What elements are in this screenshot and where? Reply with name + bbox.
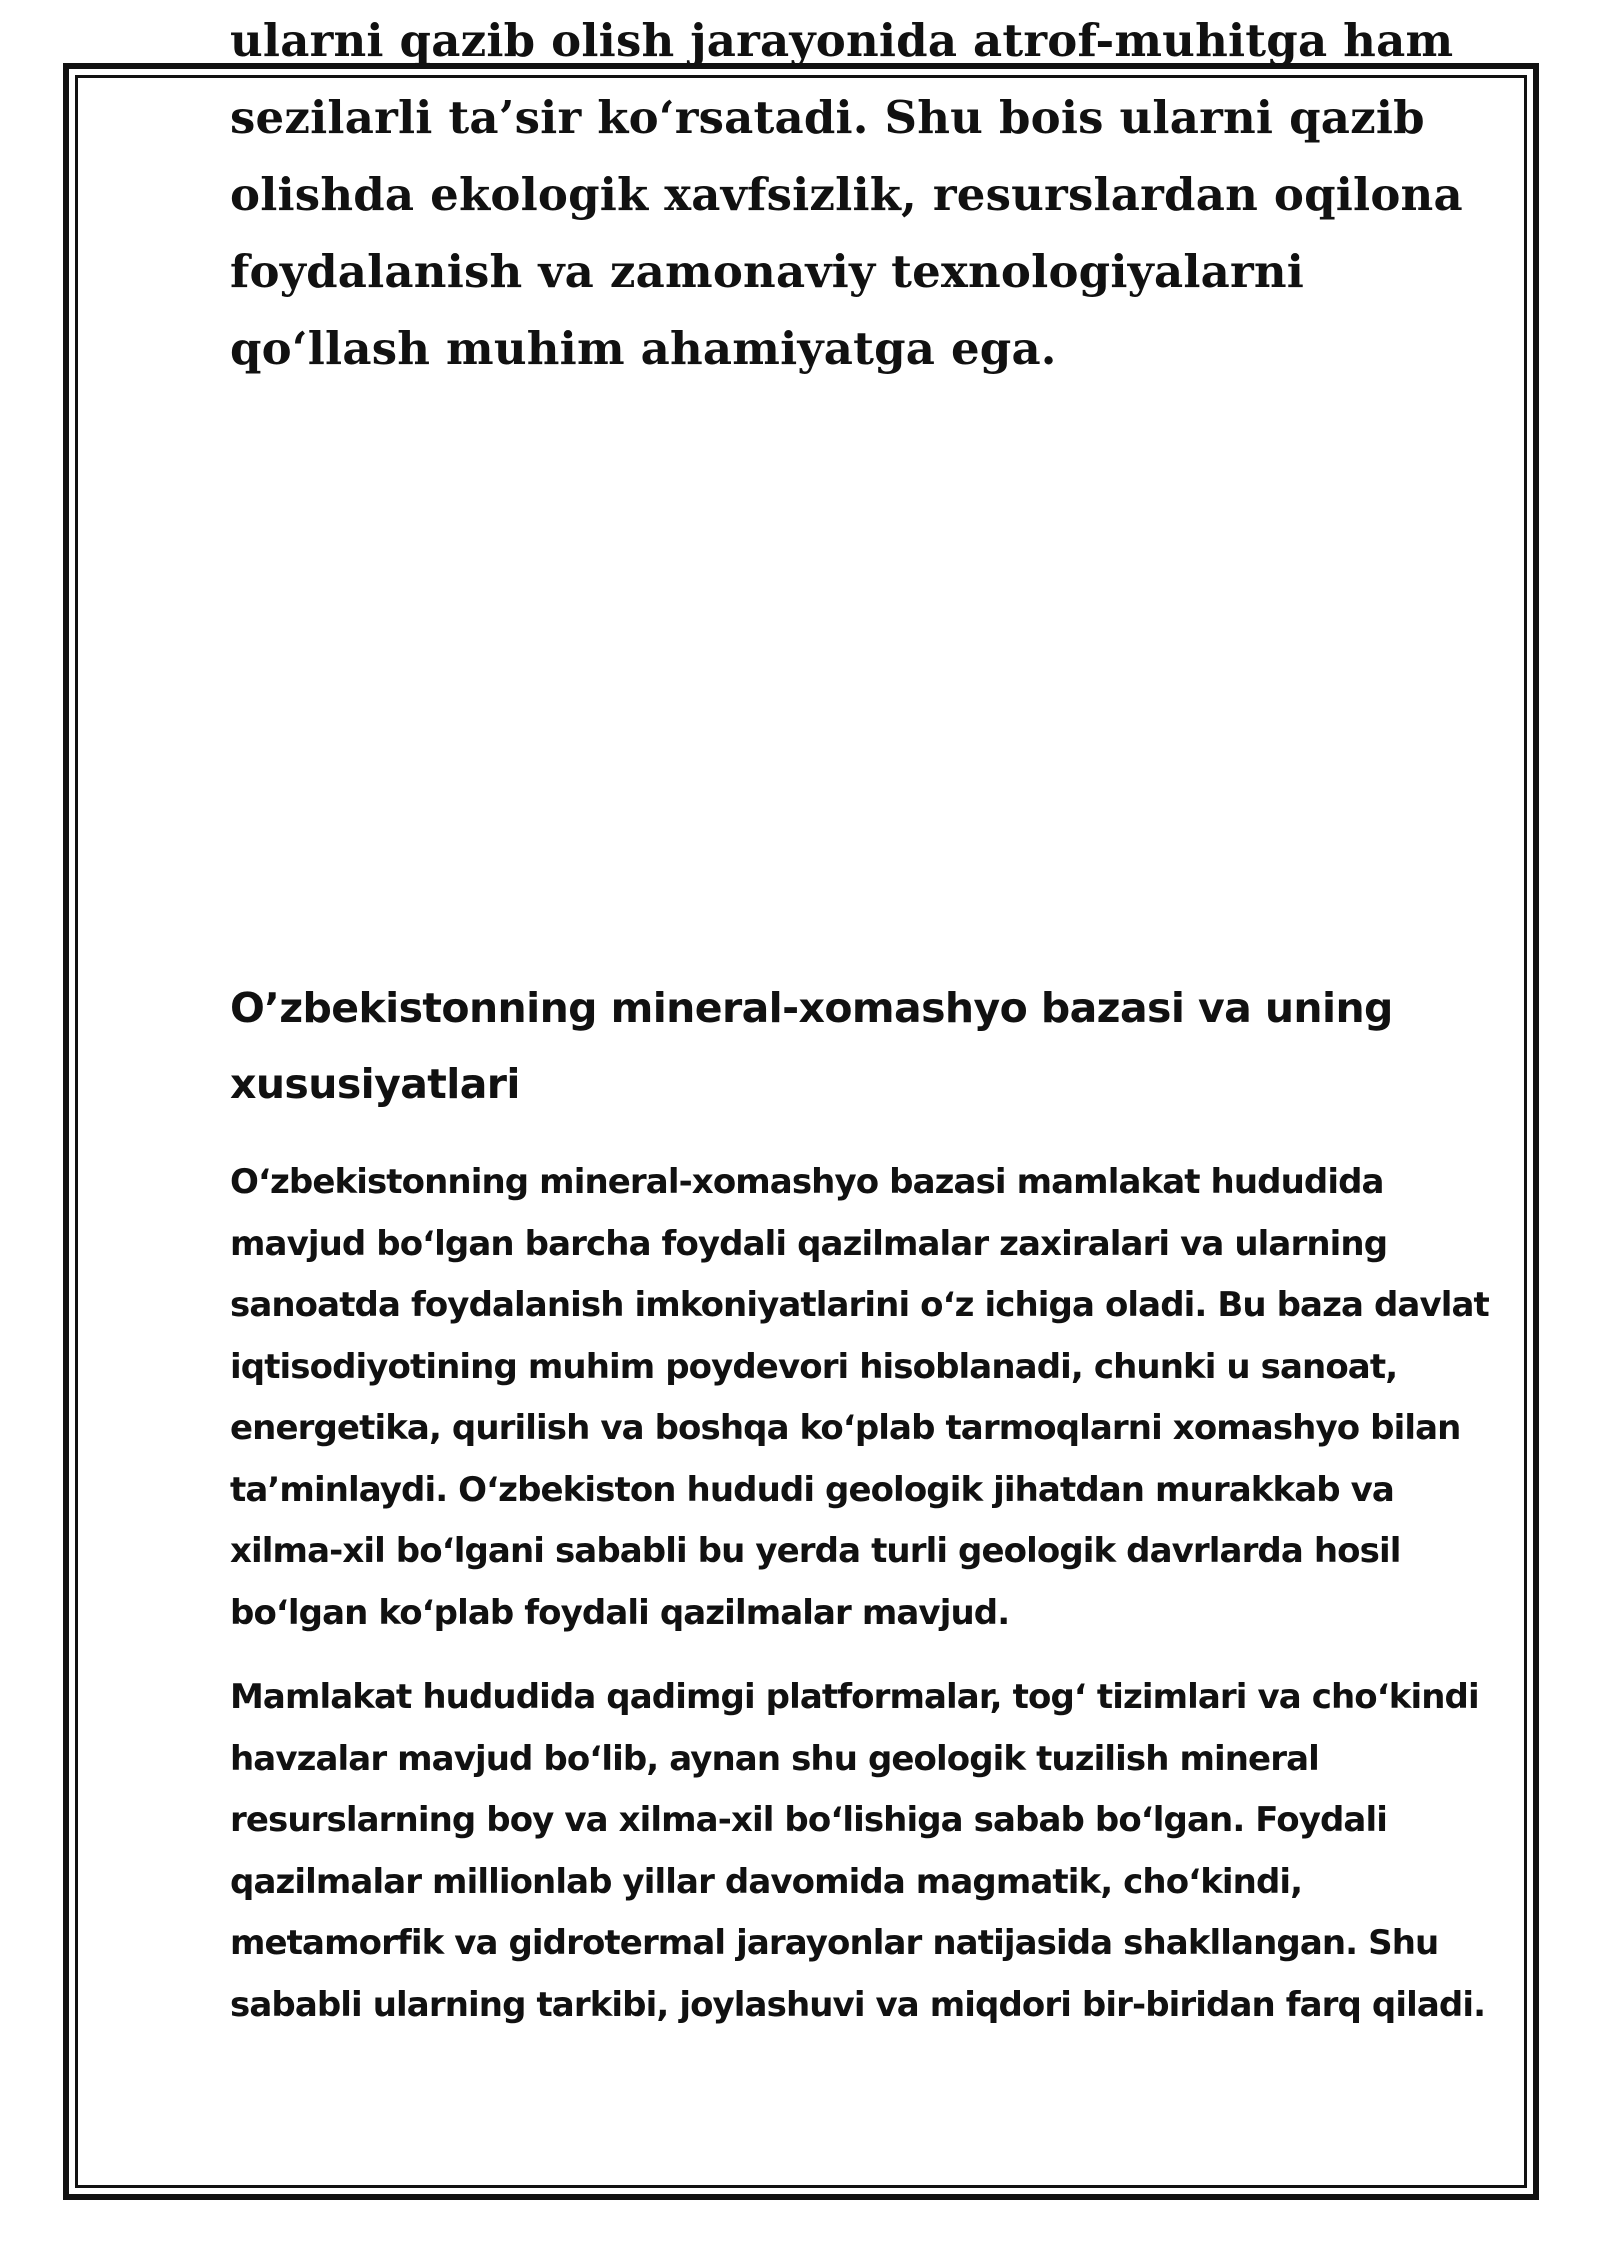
body-paragraph-2: Mamlakat hududida qadimgi platformalar, tog‘ tizimlari va cho‘kindi havzalar mavjud bo‘lib, aynan shu geologik tuzilish mineral resurslarning boy va xilma-xil bo‘lishiga sabab bo‘lgan. Foydali qazilmalar millionlab yillar davomida magmatik, cho‘kindi, metamorfik va gidrotermal jarayonlar natijasida shakllangan. Shu sababli ularning tarkibi, joylashuvi va miqdori bir-biridan farq qiladi. (230, 1677, 1486, 2025)
body-paragraph-1: O‘zbekistonning mineral-xomashyo bazasi mamlakat hududida mavjud bo‘lgan barcha foydali qazilmalar zaxiralari va ularning sanoatda foydalanish imkoniyatlarini o‘z ichiga oladi. Bu baza davlat iqtisodiyotining muhim poydevori hisoblanadi, chunki u sanoat, energetika, qurilish va boshqa ko‘plab tarmoqlarni xomashyo bilan ta’minlaydi. O‘zbekiston hududi geologik jihatdan murakkab va xilma-xil bo‘lgani sababli bu yerda turli geologik davrlarda hosil bo‘lgan ko‘plab foydali qazilmalar mavjud. (230, 1162, 1489, 1633)
section-heading: O’zbekistonning mineral-xomashyo bazasi va uning xususiyatlari (230, 984, 1393, 1108)
intro-paragraph: ularni qazib olish jarayonida atrof-muhitga ham sezilarli ta’sir ko‘rsatadi. Shu bois ularni qazib olishda ekologik xavfsizlik, resurslardan oqilona foydalanish va zamonaviy texnologiyalarni qo‘llash muhim ahamiyatga ega. (230, 14, 1463, 375)
